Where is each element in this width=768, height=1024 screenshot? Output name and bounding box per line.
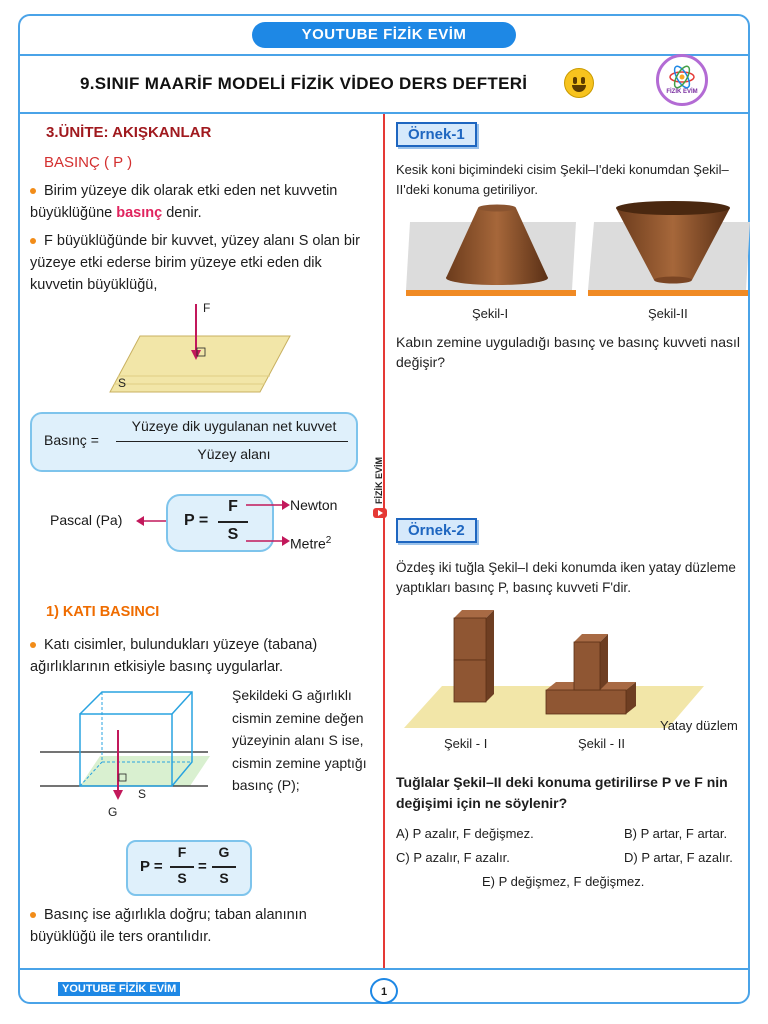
bullet-force: F büyüklüğünde bir kuvvet, yüzey alanı S olan bir yüzeye etki ederse birim yüzeye etki eden dik kuvvetin büyüklüğü, [30, 233, 360, 293]
fraction-bar [218, 521, 248, 523]
side-watermark [366, 452, 398, 522]
example-1-label: Örnek-1 [396, 122, 477, 147]
example-2-question: Tuğlalar Şekil–II deki konuma getirilirse P ve F nin değişimi için ne söylenir? [396, 774, 728, 811]
smiley-icon [564, 68, 594, 98]
surface-label: S [118, 376, 127, 390]
option-e[interactable]: E) P değişmez, F değişmez. [482, 874, 645, 889]
unit-title: 3.ÜNİTE: AKIŞKANLAR [46, 124, 212, 141]
page-title: 9.SINIF MAARİF MODELİ FİZİK VİDEO DERS DEFTERİ [80, 74, 528, 93]
unit-newton: Newton [290, 497, 338, 513]
bullet-solid: Katı cisimler, bulundukları yüzeye (tabana) ağırlıklarının etkisiyle basınç uygularlar. [30, 637, 318, 675]
bullet-icon [30, 188, 36, 194]
frustum-figure-1 [400, 202, 580, 302]
fraction-bar [116, 441, 348, 442]
example-2-text: Özdeş iki tuğla Şekil–I deki konumda iken yatay düzleme yaptıkları basınç P, basınç kuvveti F'dir. [396, 560, 736, 595]
formula-equals: = [198, 858, 207, 875]
bricks-figure [404, 606, 704, 732]
force-label: F [203, 301, 211, 315]
pressure-formula-box [30, 412, 358, 472]
bullet-icon [30, 238, 36, 244]
logo-text: FİZİK EVİM [666, 89, 698, 95]
bullet-definition: Birim yüzeye dik olarak etki eden net kuvvetin büyüklüğüne basınç denir. [30, 183, 338, 221]
formula-numerator: Yüzeye dik uygulanan net kuvvet [131, 418, 337, 434]
fraction-bar [170, 866, 194, 868]
page-number: 1 [370, 978, 398, 1004]
keyword-basinc: basınç [116, 205, 163, 221]
bullet-proportion: Basınç ise ağırlıkla doğru; taban alanının büyüklüğü ile ters orantılıdır. [30, 907, 307, 945]
brick-figure-2-caption: Şekil - II [578, 736, 625, 751]
option-a[interactable]: A) P azalır, F değişmez. [396, 826, 534, 841]
formula-lhs: Basınç = [44, 432, 99, 448]
example-2-label: Örnek-2 [396, 518, 477, 543]
formula-p: P = [184, 512, 209, 529]
arrow-right-icon [246, 534, 290, 548]
section-subtitle: BASINÇ ( P ) [44, 154, 133, 171]
unit-metre: Metre$^2$ [290, 535, 332, 552]
solid-pressure-title: 1) KATI BASINCI [46, 604, 160, 620]
brick-figure-1-caption: Şekil - I [444, 736, 488, 751]
footer-brand: YOUTUBE FİZİK EVİM [58, 982, 180, 996]
formula-p: P = [140, 858, 163, 875]
fraction-bar [212, 866, 236, 868]
column-divider [383, 114, 385, 968]
cube-figure [40, 686, 220, 826]
formula-denominator: Yüzey alanı [197, 446, 271, 462]
formula-f: F [177, 844, 187, 860]
header-banner: YOUTUBE FİZİK EVİM [252, 22, 516, 48]
footer-rule [20, 968, 748, 970]
formula-s: S [219, 870, 229, 886]
option-b[interactable]: B) P artar, F artar. [624, 826, 728, 841]
weight-formula-box [126, 840, 252, 896]
watermark-text: FİZİK EVİM [374, 457, 384, 504]
arrow-left-icon [136, 514, 168, 528]
formula-s: S [177, 870, 187, 886]
logo-atom-icon [659, 57, 705, 103]
example-1-text: Kesik koni biçimindeki cisim Şekil–I'deki konumdan Şekil–II'deki konuma getiriliyor. [396, 162, 729, 197]
formula-g: G [218, 844, 230, 860]
bullet-icon [30, 912, 36, 918]
formula-f: F [228, 498, 238, 515]
option-c[interactable]: C) P azalır, F azalır. [396, 850, 510, 865]
option-d[interactable]: D) P artar, F azalır. [624, 850, 733, 865]
area-label: S [138, 787, 147, 801]
arrow-right-icon [246, 498, 290, 512]
surface-force-figure [100, 296, 300, 396]
example-1-question: Kabın zemine uyguladığı basınç ve basınç kuvveti nasıl değişir? [396, 334, 740, 370]
weight-label: G [108, 805, 118, 819]
figure-2-caption: Şekil-II [648, 306, 688, 321]
figure-1-caption: Şekil-I [472, 306, 509, 321]
frustum-figure-2 [584, 200, 754, 304]
header-rule [20, 54, 748, 56]
bullet-icon [30, 642, 36, 648]
channel-logo [656, 54, 708, 106]
unit-pascal: Pascal (Pa) [50, 512, 123, 528]
cube-description: Şekildeki G ağırlıklı cismin zemine değen yüzeyinin alanı S ise, cismin zemine yaptığı basınç (P); [232, 687, 367, 793]
formula-s: S [227, 526, 239, 543]
horizontal-plane-label: Yatay düzlem [660, 718, 738, 733]
